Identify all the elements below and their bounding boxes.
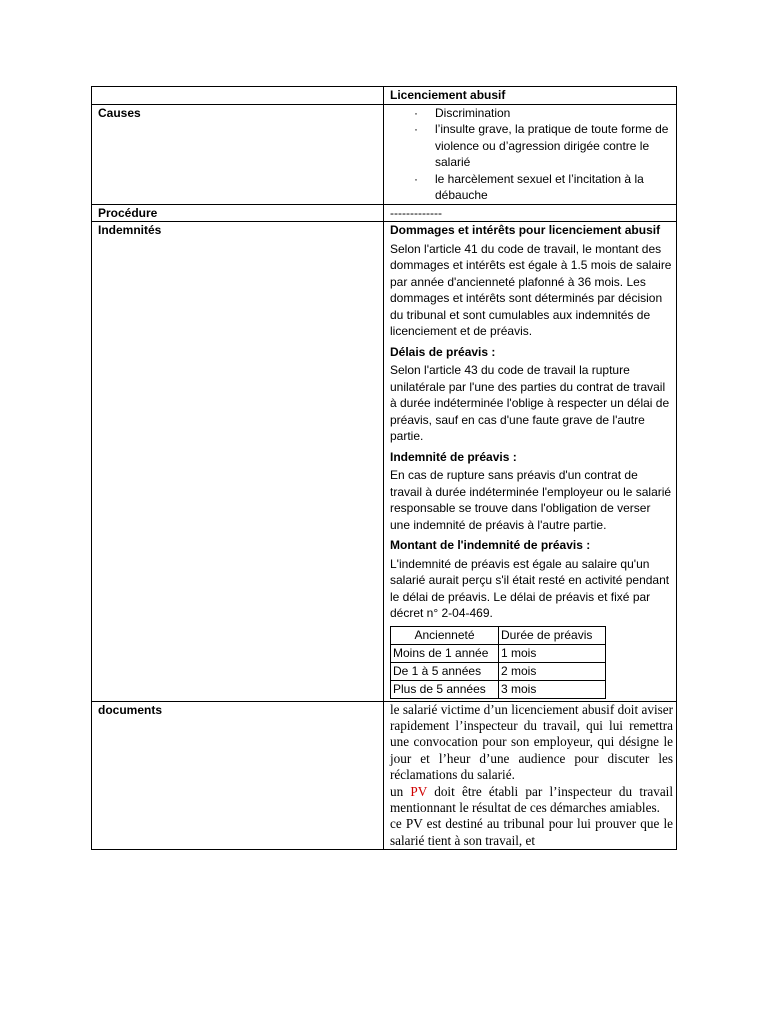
list-item [390, 121, 673, 171]
documents-paragraph [390, 784, 673, 817]
table-cell: De 1 à 5 années [391, 662, 499, 680]
documents-content [384, 701, 677, 850]
documents-label: documents [92, 701, 384, 850]
cause-text: le harcèlement sexuel et l’incitation à la débauche [435, 171, 644, 202]
table-cell: Plus de 5 années [391, 680, 499, 698]
section-title: Montant de l'indemnité de préavis : [390, 538, 591, 552]
section-paragraph: Selon l'article 41 du code de travail, le montant des dommages et intérêts est égale à 1.5 mois de salaire par année d'ancienneté plafonné à 36 mois. Les dommages et intérêts sont déterminés par décision du tribunal et sont cumulables aux indemnités de licenciement et de préavis. [390, 241, 672, 338]
indemnites-label: Indemnités [92, 222, 384, 702]
table-cell: Moins de 1 année [391, 644, 499, 662]
documents-text [390, 702, 673, 850]
preavis-header-row [391, 626, 606, 644]
header-empty-cell [92, 87, 384, 105]
causes-label: Causes [92, 104, 384, 204]
list-item [390, 171, 673, 204]
table-cell: 3 mois [499, 680, 606, 698]
section-paragraph: En cas de rupture sans préavis d'un contrat de travail à durée indéterminée l'employeur ou le salarié responsable se trouve dans l'obligation de verser une indemnité de préavis à l'autre partie. [390, 468, 672, 532]
cause-text: Discrimination [435, 105, 511, 120]
preavis-header-cell: Ancienneté [391, 626, 499, 644]
procedure-value: ------------- [384, 204, 677, 222]
section-title: Délais de préavis : [390, 344, 496, 359]
documents-text-prefix: un [390, 783, 411, 799]
preavis-header-cell: Durée de préavis [499, 626, 606, 644]
table-cell: 1 mois [499, 644, 606, 662]
documents-paragraph: le salarié victime d’un licenciement abusif doit aviser rapidement l’inspecteur du travail, qui lui remettra une convocation pour son employeur, qui désigne le jour et l’heur d’une audience pour discuter les réclamations du salarié. [390, 701, 673, 783]
table-header-title: Licenciement abusif [384, 87, 677, 105]
preavis-table [390, 626, 606, 699]
documents-paragraph: ce PV est destiné au tribunal pour lui prouver que le salarié tient à son travail, et [390, 816, 673, 848]
pv-highlight: PV [410, 783, 428, 799]
causes-content [384, 104, 677, 204]
table-row [391, 644, 606, 662]
causes-row [92, 104, 677, 204]
documents-row [92, 701, 677, 850]
documents-text-rest: doit être établi par l’inspecteur du travail mentionnant le résultat de ces démarches amiables. [390, 783, 674, 815]
procedure-label: Procédure [92, 204, 384, 222]
indemnites-content [384, 222, 677, 702]
cause-text: l’insulte grave, la pratique de toute forme de violence ou d’agression dirigée contre le salarié [435, 122, 669, 169]
bullet-icon: · [414, 122, 418, 136]
licenciement-table [91, 86, 677, 850]
table-row [391, 680, 606, 698]
table-row [391, 662, 606, 680]
table-cell: 2 mois [499, 662, 606, 680]
bullet-icon: · [414, 171, 418, 186]
section-paragraph: Selon l'article 43 du code de travail la rupture unilatérale par l'une des parties du contrat de travail à durée indéterminée l'oblige à respecter un délai de préavis, sauf en cas d'une faute grave de l'autre partie. [390, 363, 670, 443]
bullet-icon: · [414, 105, 418, 120]
list-item [390, 105, 673, 122]
table-header-row [92, 87, 677, 105]
causes-list [390, 105, 673, 204]
section-title: Dommages et intérêts pour licenciement abusif [390, 223, 661, 237]
section-title: Indemnité de préavis : [390, 449, 517, 464]
document-page [91, 86, 677, 850]
section-paragraph: L'indemnité de préavis est égale au salaire qu'un salarié aurait perçu s'il était resté en activité pendant le délai de préavis. Le délai de préavis et fixé par décret n° 2-04-469. [390, 556, 670, 620]
indemnites-row [92, 222, 677, 702]
procedure-row [92, 204, 677, 222]
